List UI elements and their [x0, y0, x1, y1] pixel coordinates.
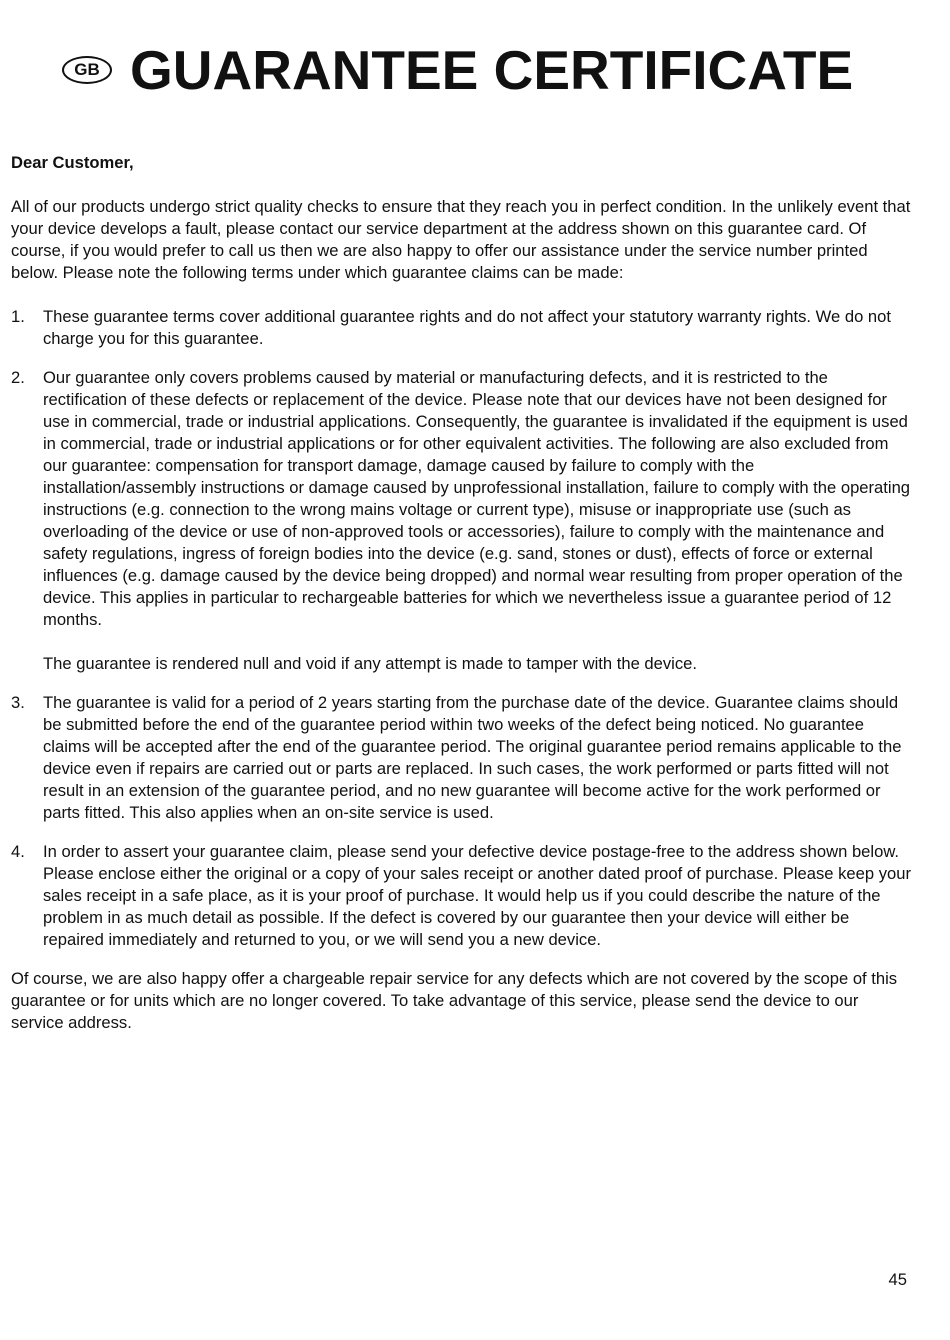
page-number: 45: [888, 1270, 907, 1289]
closing-paragraph: Of course, we are also happy offer a chargeable repair service for any defects which are not covered by the scope of this guarantee or for units which are no longer covered. To take advantage of this service, please send the device to our service address.: [11, 969, 898, 1032]
greeting: Dear Customer,: [11, 153, 134, 172]
term-body: [43, 841, 911, 951]
page-title: GUARANTEE CERTIFICATE: [130, 39, 854, 101]
term-item: [11, 306, 911, 350]
term-paragraph: Our guarantee only covers problems caused by material or manufacturing defects, and it is restricted to the rectification of these defects or replacement of the device. Please note that our devices have not been designed for use in commercial, trade or industrial applications. Consequently, the guarantee is invalidated if the equipment is used in commercial, trade or industrial applications or for other equivalent activities. The following are also excluded from our guarantee: compensation for transport damage, damage caused by failure to comply with the installation/assembly instructions or damage caused by unprofessional installation, failure to comply with the operating instructions (e.g. connection to the wrong mains voltage or current type), misuse or inappropriate use (such as overloading of the device or use of non-approved tools or accessories), failure to comply with the maintenance and safety regulations, ingress of foreign bodies into the device (e.g. sand, stones or dust), effects of force or external influences (e.g. damage caused by the device being dropped) and normal wear resulting from proper operation of the device. This applies in particular to rechargeable batteries for which we nevertheless issue a guarantee period of 12 months.: [43, 368, 911, 629]
document-body: [11, 152, 911, 1034]
term-number: 2.: [11, 368, 25, 387]
term-item: [11, 367, 911, 675]
term-body: [43, 367, 911, 675]
term-paragraph: These guarantee terms cover additional guarantee rights and do not affect your statutory warranty rights. We do not charge you for this guarantee.: [43, 307, 891, 348]
term-item: [11, 692, 911, 824]
term-body: [43, 692, 911, 824]
page-header: [62, 38, 853, 102]
term-paragraph: The guarantee is valid for a period of 2 years starting from the purchase date of the device. Guarantee claims should be submitted before the end of the guarantee period within two weeks of the defect being noticed. No guarantee claims will be accepted after the end of the guarantee period. The original guarantee period remains applicable to the device even if repairs are carried out or parts are replaced. In such cases, the work performed or parts fitted will not result in an extension of the guarantee period, and no new guarantee will become active for the work performed or parts fitted. This also applies when an on-site service is used.: [43, 693, 902, 822]
term-number: 3.: [11, 693, 25, 712]
term-number: 1.: [11, 307, 25, 326]
country-badge: GB: [62, 56, 112, 84]
term-item: [11, 841, 911, 951]
term-body: [43, 306, 911, 350]
term-number: 4.: [11, 842, 25, 861]
intro-paragraph: All of our products undergo strict quality checks to ensure that they reach you in perfect condition. In the unlikely event that your device develops a fault, please contact our service department at the address shown on this guarantee card. Of course, if you would prefer to call us then we are also happy to offer our assistance under the service number printed below. Please note the following terms under which guarantee claims can be made:: [11, 197, 911, 282]
term-paragraph: In order to assert your guarantee claim, please send your defective device postage-free to the address shown below. Please enclose either the original or a copy of your sales receipt or another dated proof of purchase. Please keep your sales receipt in a safe place, as it is your proof of purchase. It would help us if you could describe the nature of the problem in as much detail as possible. If the defect is covered by our guarantee then your device will either be repaired immediately and returned to you, or we will send you a new device.: [43, 842, 912, 949]
term-paragraph: The guarantee is rendered null and void if any attempt is made to tamper with the device.: [43, 654, 697, 673]
terms-list: [11, 306, 911, 951]
